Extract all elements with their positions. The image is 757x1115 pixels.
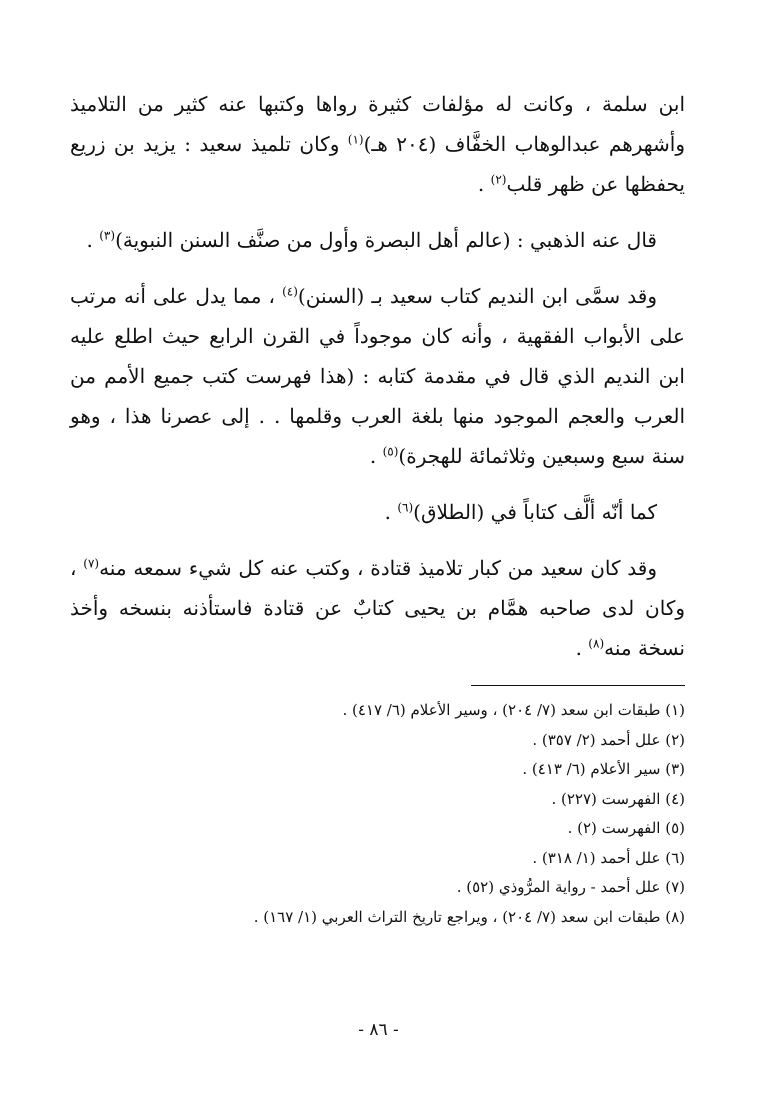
footnote-divider xyxy=(471,685,685,686)
footnote-ref: (٢) xyxy=(490,172,507,187)
footnote-item: (٢) علل أحمد (٢/ ٣٥٧) . xyxy=(532,730,685,749)
footnote-item: (٧) علل أحمد - رواية المرُّوذي (٥٢) . xyxy=(456,878,685,896)
footnote-ref: (٤) xyxy=(282,284,298,299)
paragraph-text: ابن سلمة ، وكانت له مؤلفات كثيرة رواها وكتبها عنه كثير من التلاميذ وأشهرهم عبدالوهاب الخفَّاف (٢٠٤ هـ) xyxy=(70,92,685,156)
paragraph-end: . xyxy=(86,228,100,252)
footnote-ref: (١) xyxy=(347,132,364,147)
footnote-item: (٥) الفهرست (٢) . xyxy=(567,819,685,837)
paragraph-2 xyxy=(70,220,685,260)
paragraph-end: . xyxy=(477,172,491,196)
paragraph-end: . xyxy=(369,444,383,468)
paragraph-text: كما أنّه ألَّف كتاباً في (الطلاق) xyxy=(413,500,657,524)
footnote-list xyxy=(70,696,685,932)
footnote-ref: (٣) xyxy=(99,228,116,243)
paragraph-text: قال عنه الذهبي : (عالم أهل البصرة وأول من صنَّف السنن النبوية) xyxy=(115,228,657,252)
paragraph-end: . xyxy=(575,636,589,660)
footnote-ref: (٦) xyxy=(397,500,414,515)
paragraph-text: وكان تلميذ سعيد : يزيد بن زريع يحفظها عن ظهر قلب xyxy=(70,132,685,196)
footnote-ref: (٨) xyxy=(588,636,605,651)
footnote-item: (٤) الفهرست (٢٢٧) . xyxy=(551,789,685,808)
paragraph-text: ، وكان لدى صاحبه همَّام بن يحيى كتابٌ عن قتادة فاستأذنه بنسخه وأخذ نسخة منه xyxy=(70,556,685,660)
footnote-ref: (٥) xyxy=(382,444,399,459)
page xyxy=(70,84,685,668)
paragraph-4 xyxy=(70,492,685,532)
paragraph-text: وقد سمَّى ابن النديم كتاب سعيد بـ (السنن) xyxy=(297,284,657,308)
page-number: - ٨٦ - xyxy=(358,1020,399,1040)
paragraph-text: وقد كان سعيد من كبار تلاميذ قتادة ، وكتب عنه كل شيء سمعه منه xyxy=(99,556,657,580)
paragraph-end: . xyxy=(384,500,398,524)
footnote-ref: (٧) xyxy=(83,556,100,571)
paragraph-5 xyxy=(70,548,685,668)
paragraph-1 xyxy=(70,84,685,204)
footnote-item: (١) طبقات ابن سعد (٧/ ٢٠٤) ، وسير الأعلام (٦/ ٤١٧) . xyxy=(342,701,685,719)
paragraph-text: ، مما يدل على أنه مرتب على الأبواب الفقهية ، وأنه كان موجوداً في القرن الرابع حيث اطلع عليه ابن النديم الذي قال في مقدمة كتابه : (هذا فهرست كتب جميع الأمم من العرب والعجم الموجود منها بلغة العرب وقلمها . . إلى عصرنا هذا ، وهو سنة سبع وسبعين وثلاثمائة للهجرة) xyxy=(70,284,685,468)
footnote-item: (٣) سير الأعلام (٦/ ٤١٣) . xyxy=(522,760,685,778)
main-text xyxy=(70,84,685,668)
footnote-item: (٦) علل أحمد (١/ ٣١٨) . xyxy=(532,848,685,867)
footnote-item: (٨) طبقات ابن سعد (٧/ ٢٠٤) ، ويراجع تاريخ التراث العربي (١/ ١٦٧) . xyxy=(253,907,685,926)
paragraph-3 xyxy=(70,276,685,476)
